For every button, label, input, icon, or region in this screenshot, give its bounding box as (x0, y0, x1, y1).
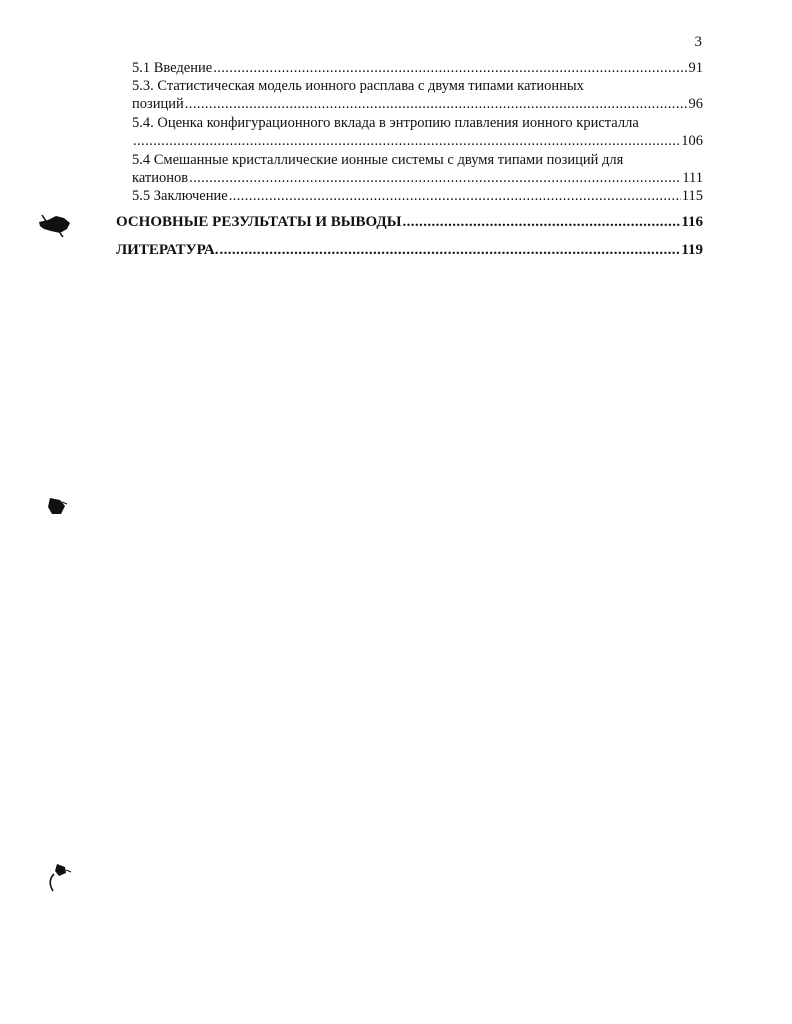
toc-leader-dots (189, 169, 681, 187)
scan-hole-punch-mark-middle (44, 494, 70, 518)
toc-entry-configurational-entropy (132, 132, 703, 150)
toc-entry-page: 91 (688, 60, 703, 76)
toc-entry-statistical-model (132, 95, 703, 113)
toc-entry-page: 111 (682, 170, 703, 186)
toc-entry-page: 106 (681, 133, 703, 149)
toc-entry-title: 5.1 Введение (132, 60, 213, 76)
toc-entry-title: ОСНОВНЫЕ РЕЗУЛЬТАТЫ И ВЫВОДЫ (116, 214, 402, 230)
toc-entry-mixed-systems (132, 169, 703, 187)
toc-entry-main-results (116, 213, 703, 231)
toc-entry-title: катионов (132, 170, 189, 186)
toc-entry-page: 115 (681, 188, 703, 204)
toc-entry-introduction (132, 59, 703, 77)
toc-entry-configurational-entropy-line1: 5.4. Оценка конфигурационного вклада в энтропию плавления ионного кристалла (132, 115, 639, 131)
toc-entry-title: 5.5 Заключение (132, 188, 228, 204)
toc-entry-title: ЛИТЕРАТУРА. (116, 242, 219, 258)
toc-entry-statistical-model-line1: 5.3. Статистическая модель ионного расплава с двумя типами катионных (132, 78, 584, 94)
toc-leader-dots (133, 132, 680, 150)
page-number: 3 (694, 34, 702, 50)
scan-hole-punch-mark-top (36, 212, 74, 238)
toc-entry-conclusion (132, 187, 703, 205)
toc-entry-literature (116, 241, 703, 259)
toc-leader-dots (229, 187, 681, 205)
toc-leader-dots (402, 213, 680, 231)
toc-entry-page: 116 (681, 214, 703, 230)
toc-entry-mixed-systems-line1: 5.4 Смешанные кристаллические ионные системы с двумя типами позиций для (132, 152, 624, 168)
scan-hole-punch-mark-bottom (44, 858, 76, 896)
toc-leader-dots (185, 95, 688, 113)
toc-leader-dots (219, 241, 680, 259)
toc-entry-title: позиций (132, 96, 184, 112)
toc-entry-page: 96 (688, 96, 703, 112)
toc-leader-dots (213, 59, 687, 77)
toc-entry-page: 119 (681, 242, 703, 258)
